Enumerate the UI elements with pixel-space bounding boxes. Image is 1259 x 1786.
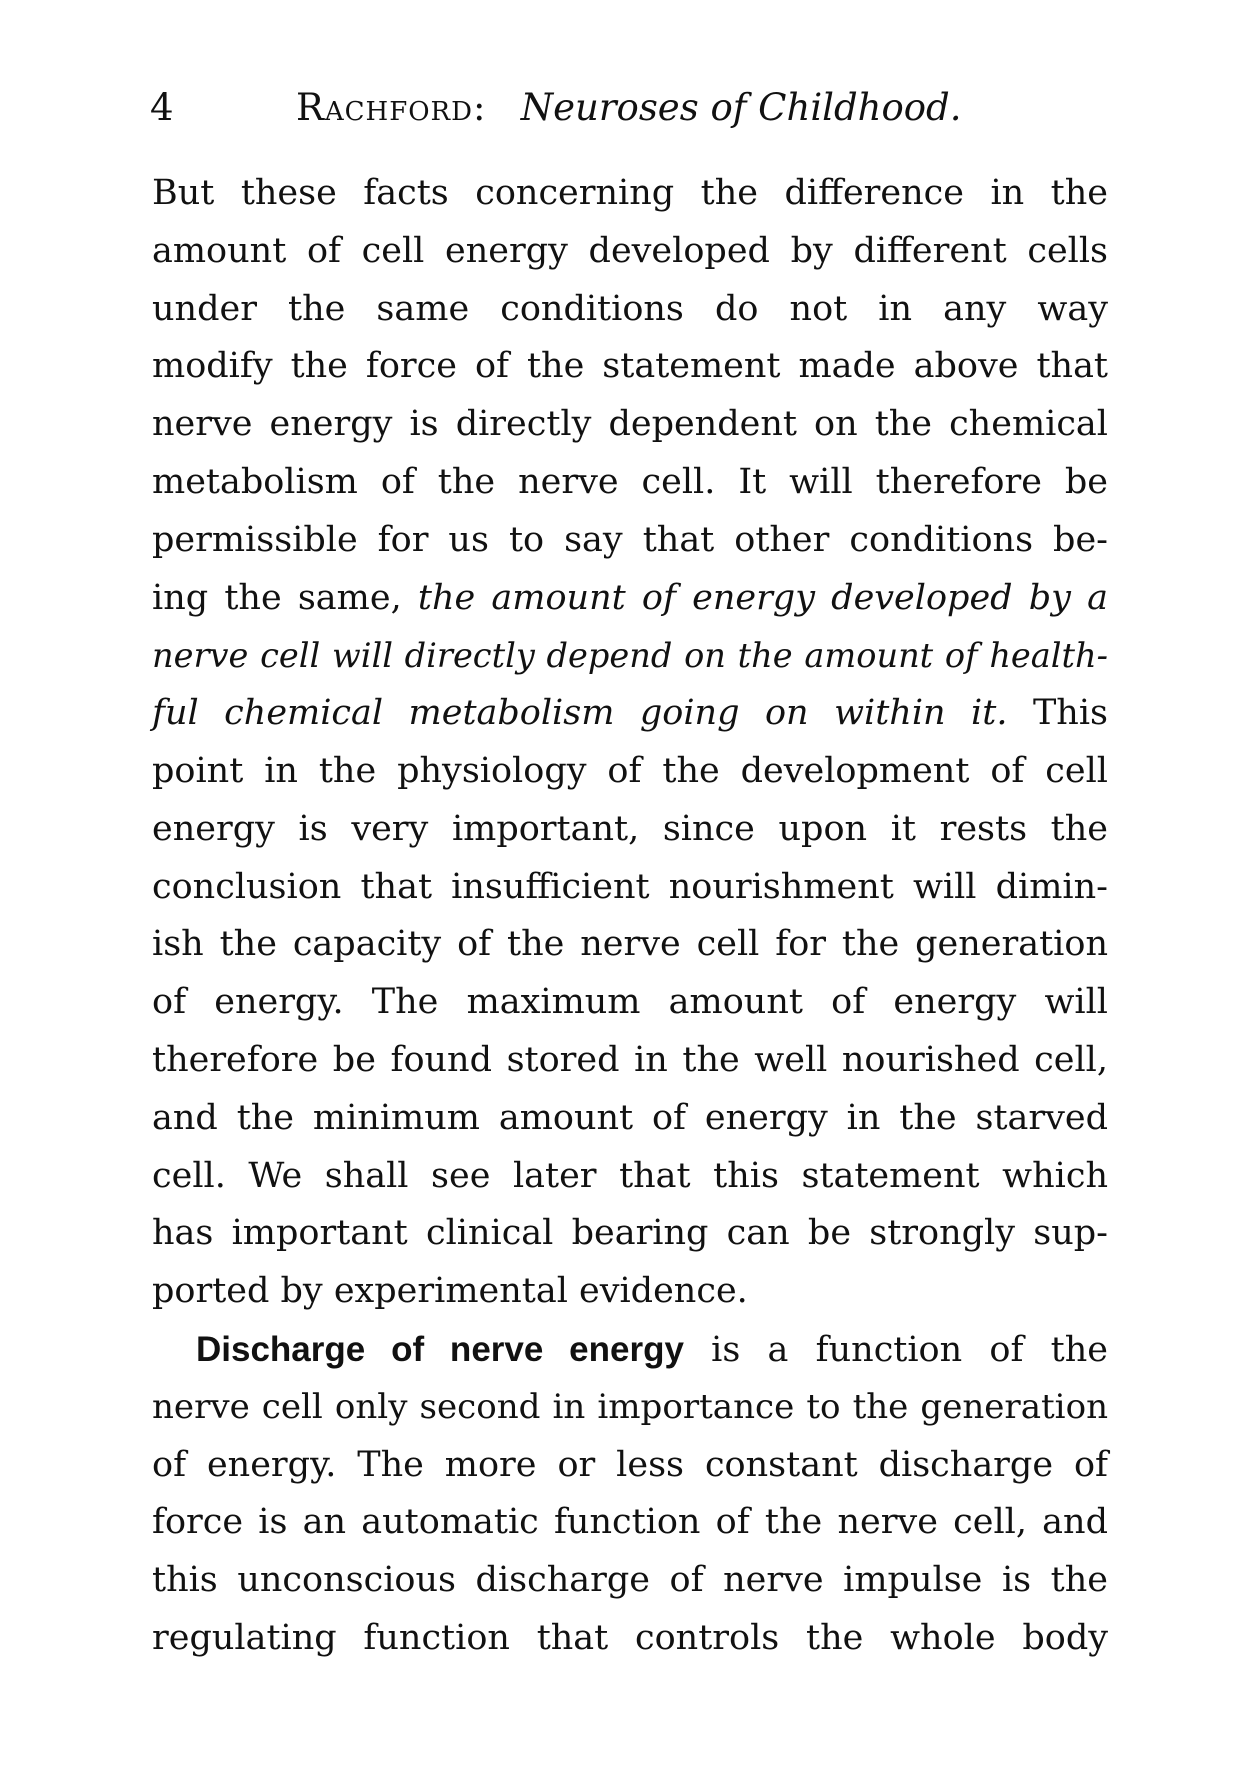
text-line: conclusion that insufficient nourishment will dimin- [152,866,1108,907]
text-line: has important clinical bearing can be strongly sup- [152,1213,1108,1254]
text-line: under the same conditions do not in any way [152,288,1108,329]
text-line: regulating function that controls the whole body [152,1617,1108,1658]
paragraph-heading: Discharge of nerve energy [196,1329,684,1369]
text-line: of energy. The more or less constant discharge of [152,1444,1108,1485]
text-line: permissible for us to say that other conditions be- [152,519,1108,560]
running-head [296,78,962,138]
text-line: this unconscious discharge of nerve impulse is the [152,1560,1108,1601]
text-line: and the minimum amount of energy in the starved [152,1097,1108,1138]
text-line: amount of cell energy developed by different cells [152,230,1108,271]
text-line: ported by experimental evidence. [152,1271,748,1312]
text-line [152,685,1108,743]
text-line: But these facts concerning the difference in the [152,173,1108,213]
text-line: therefore be found stored in the well nourished cell, [152,1039,1108,1080]
text-line: energy is very important, since upon it rests the [152,808,1108,849]
text-line: nerve energy is directly dependent on the chemical [152,404,1108,445]
text-line [152,1321,1108,1379]
text-line: metabolism of the nerve cell. It will therefore be [152,461,1108,502]
text-line: force is an automatic function of the nerve cell, and [152,1502,1108,1543]
text-line: nerve cell only second in importance to the generation [152,1386,1108,1427]
text-line: of energy. The maximum amount of energy will [152,982,1108,1023]
page-number: 4 [150,86,174,129]
text-line: modify the force of the statement made above that [152,346,1108,387]
text-line: ish the capacity of the nerve cell for the generation [152,924,1108,965]
plain-run: is a function of the [711,1329,1108,1370]
header-separator: : [472,86,486,129]
plain-run: ing the same, [152,577,402,618]
emphasis-run: ful chemical metabolism going on within it. [152,693,1008,734]
plain-run: This [1032,693,1108,734]
text-line: point in the physiology of the development of cell [152,750,1108,791]
page-header [150,78,1100,138]
author-name: Rachford [296,86,473,129]
text-line [152,570,1108,628]
emphasis-run: the amount of energy developed by a [417,577,1108,618]
running-title: Neuroses of Childhood. [520,86,962,129]
text-line: nerve cell will directly depend on the amount of health- [152,636,1108,676]
body-text [152,165,1108,1668]
text-line: cell. We shall see later that this statement which [152,1155,1108,1196]
